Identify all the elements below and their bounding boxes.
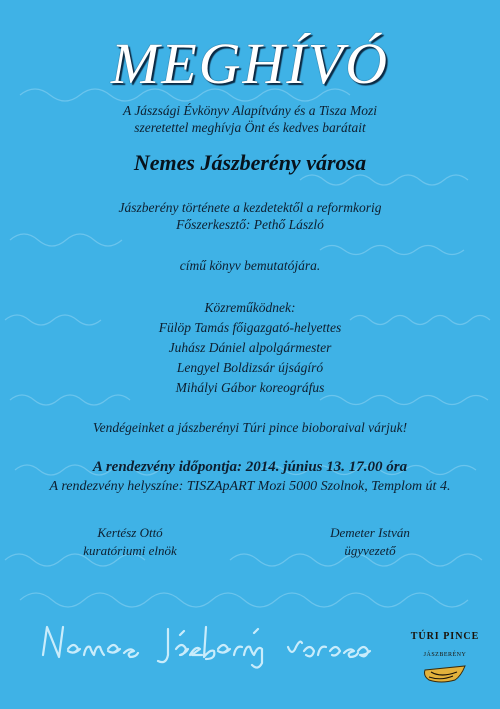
horn-icon bbox=[423, 664, 467, 686]
signatory-left bbox=[40, 524, 220, 560]
wine-note: Vendégeinket a jászberényi Túri pince bioboraival várjuk! bbox=[92, 420, 408, 435]
signatory-role: ügyvezető bbox=[344, 543, 396, 558]
contributors-heading: Közreműködnek: bbox=[204, 300, 296, 315]
contributor-item: Juhász Dániel alpolgármester bbox=[168, 340, 332, 355]
contributor-item: Mihályi Gábor koreográfus bbox=[175, 380, 325, 395]
signatory-right bbox=[280, 524, 460, 560]
book-subtitle: Jászberény története a kezdetektől a reformkorig bbox=[118, 200, 382, 215]
contributor-item: Fülöp Tamás főigazgató-helyettes bbox=[158, 320, 342, 335]
intro-line-1: A Jászsági Évkönyv Alapítvány és a Tisza Mozi bbox=[122, 103, 378, 118]
signatory-name: Kertész Ottó bbox=[97, 525, 163, 540]
book-editor: Főszerkesztő: Pethő László bbox=[176, 217, 324, 232]
event-venue: A rendezvény helyszíne: TISZApART Mozi 5000 Szolnok, Templom út 4. bbox=[49, 479, 451, 494]
winery-logo bbox=[402, 631, 488, 686]
handwritten-title-image bbox=[38, 615, 378, 675]
signatory-role: kuratóriumi elnök bbox=[83, 543, 177, 558]
winery-town: JÁSZBERÉNY bbox=[423, 652, 467, 658]
winery-name: TÚRI PINCE bbox=[410, 631, 480, 642]
event-time: A rendezvény időpontja: 2014. június 13. 17.00 óra bbox=[92, 459, 408, 475]
intro-line-2: szeretettel meghívja Önt és kedves barátait bbox=[134, 120, 366, 135]
contributor-item: Lengyel Boldizsár újságíró bbox=[176, 360, 324, 375]
page-title: MEGHÍVÓ bbox=[110, 31, 390, 96]
event-phrase: című könyv bemutatójára. bbox=[179, 258, 321, 273]
book-title: Nemes Jászberény városa bbox=[133, 150, 367, 175]
signatory-name: Demeter István bbox=[330, 525, 410, 540]
